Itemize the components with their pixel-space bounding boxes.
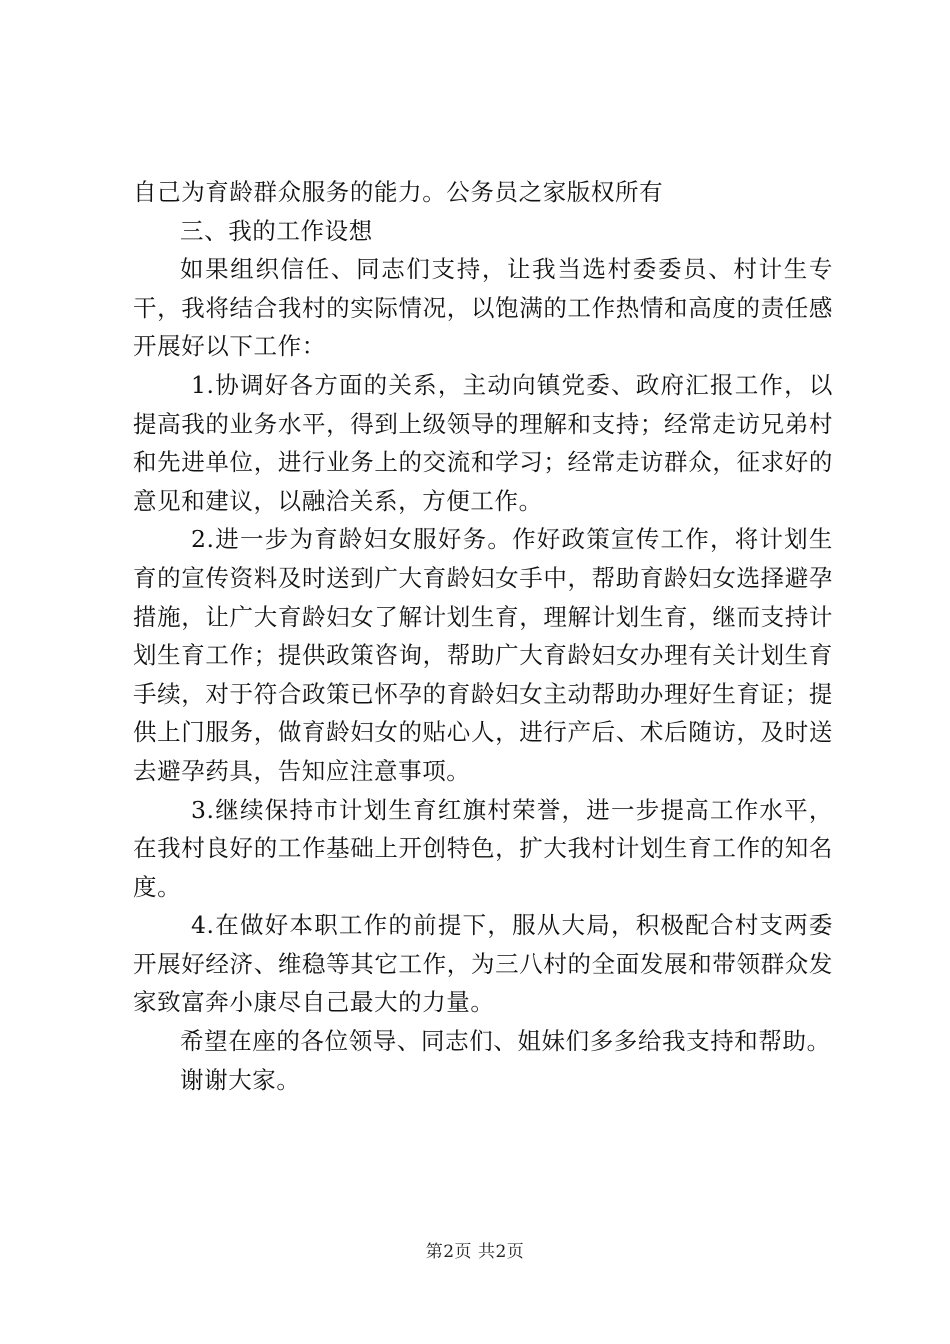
list-item-3: 3.继续保持市计划生育红旗村荣誉，进一步提高工作水平，在我村良好的工作基础上开创特色，扩大我村计划生育工作的知名度。	[133, 795, 833, 901]
list-item-4: 4.在做好本职工作的前提下，服从大局，积极配合村支两委开展好经济、维稳等其它工作，为三八村的全面发展和带领群众发家致富奔小康尽自己最大的力量。	[133, 911, 833, 1017]
paragraph-closing: 希望在座的各位领导、同志们、姐妹们多多给我支持和帮助。	[180, 1027, 831, 1056]
section-heading: 三、我的工作设想	[180, 216, 373, 245]
list-item-2: 2.进一步为育龄妇女服好务。作好政策宣传工作，将计划生育的宣传资料及时送到广大育龄妇女手中，帮助育龄妇女选择避孕措施，让广大育龄妇女了解计划生育，理解计划生育，继而支持计划生育工作；提供政策咨询，帮助广大育龄妇女办理有关计划生育手续，对于符合政策已怀孕的育龄妇女主动帮助办理好生育证；提供上门服务，做育龄妇女的贴心人，进行产后、术后随访，及时送去避孕药具，告知应注意事项。	[133, 525, 833, 785]
paragraph-thanks: 谢谢大家。	[180, 1065, 301, 1094]
page-number-footer: 第2页 共2页	[425, 1242, 525, 1262]
list-item-1: 1.协调好各方面的关系，主动向镇党委、政府汇报工作，以提高我的业务水平，得到上级领导的理解和支持；经常走访兄弟村和先进单位，进行业务上的交流和学习；经常走访群众，征求好的意见和建议，以融洽关系，方便工作。	[133, 370, 833, 515]
paragraph-continuation: 自己为育龄群众服务的能力。公务员之家版权所有	[133, 178, 664, 206]
document-body	[133, 173, 833, 1099]
paragraph-intro: 如果组织信任、同志们支持，让我当选村委委员、村计生专干，我将结合我村的实际情况，以饱满的工作热情和高度的责任感开展好以下工作：	[133, 255, 833, 361]
